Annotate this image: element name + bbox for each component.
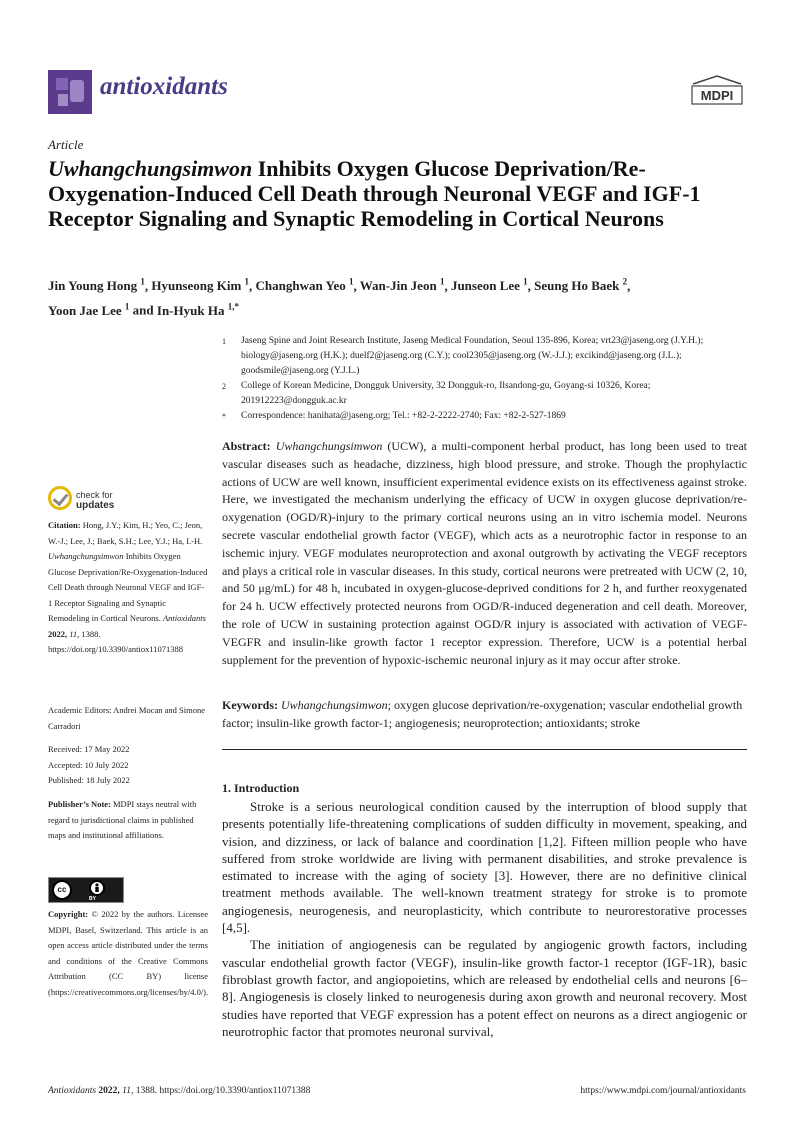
paragraph: Stroke is a serious neurological condition caused by the interruption of blood supply that presents potentially life-threatening complications of sudden difficulty in movement, speaking, and vision, and dizziness, or lack of balance and coordination [1,2]. Fifteen million people who have suffered from stroke worldwide are living with permanent disabilities, and stroke prevalence is estimated to increase with the aging of society [3]. However, there are no definitive clinical treatment methods available. The well-known treatment strategy for stroke is to promote angiogenesis, neurogenesis, and neuroplasticity, which contribute to neurorestorative processes [4,5]. [222,799,747,936]
abstract [222,438,747,669]
by-label: BY [89,896,96,902]
paragraph: The initiation of angiogenesis can be regulated by angiogenic growth factors, including vascular endothelial growth factor (VEGF), insulin-like growth factor-1 receptor (IGF-1R), basic fibroblast growth factor, and angiopoietins, which are released by endothelial cells and neurons [6–8]. Angiogenesis is closely linked to neurogenesis during axon growth and neuronal recovery. Most studies have reported that VEGF expression has a potent effect on neurons as a direct angiogenic or neurotrophic factor that promotes neuronal survival, [222,937,747,1039]
author[interactable]: Jin Young Hong $^1$ [48,277,145,294]
affiliation-text: Jaseng Spine and Joint Research Institute, Jaseng Medical Foundation, Seoul 135-896, Korea; vrt23@jaseng.org (J.Y.H.); biology@jaseng.org (H.K.); duelf2@jaseng.org (C.Y.); cool2305@jaseng.org (W.-J.J.); excikind@jaseng.org (J.L.); goodsmile@jaseng.org (Y.J.L.) [241,336,704,376]
footer-doi[interactable]: 1388. https://doi.org/10.3390/antiox11071388 [135,1086,311,1096]
author[interactable]: Seung Ho Baek $^2$ [534,277,628,294]
abstract-italic: Uwhangchungsimwon [275,439,383,453]
affiliation-mark: 1 [222,337,226,346]
mdpi-logo[interactable] [689,74,745,108]
keywords-label: Keywords: [222,698,278,712]
attribution-person-icon [89,880,105,896]
citation-text: Hong, J.Y.; Kim, H.; Yeo, C.; Jeon, W.-J.; Lee, J.; Baek, S.H.; Lee, Y.J.; Ha, I.-H. [48,520,203,546]
author[interactable]: Junseon Lee $^1$ [450,277,528,294]
mdpi-logo-text: MDPI [700,88,734,103]
section-heading: 1. Introduction [222,781,300,795]
keywords-italic: Uwhangchungsimwon [281,698,388,712]
affiliation-mark: 2 [222,382,226,391]
abstract-text: (UCW), a multi-component herbal product, has long been used to treat vascular diseases such as headache, dizziness, high blood pressure, and stroke. Though the prophylactic actions of UCW are well known, insufficient experimental evidence exists on its effectiveness against stroke. Here, we investigated the mechanism underlying the efficacy of UCW in oxygen glucose deprivation/re-oxygenation (OGD/R)-injury to the primary cortical neurons using an in vitro ischemia model. Neurons secrete vascular endothelial growth factor (VEGF), which acts as a neurotrophic factor in response to an ischemic injury. VEGF modulates neuroprotection and axonal outgrowth by activating the VEGF receptors and plays a critical role in vascular diseases. In this study, cortical neurons were pretreated with UCW (2, 10, and 50 μg/mL) for 48 h, incubated in oxygen-glucose-deprived conditions for 2 h, and further reoxygenated for 24 h. UCW effectively protected neurons from OGD/R-induced degeneration and cell death. Moreover, the role of UCW in sustaining protection against OGD/R injury is associated with activation of VEGF-VEGFR and insulin-like growth factor 1 receptor expression. Therefore, UCW is a potential herbal supplement for the prevention of hypoxic-ischemic neuronal injury as it may occur after stroke. [222,439,748,667]
affiliations [222,334,750,424]
footer-volume: 11, [122,1086,134,1096]
title-italic: Uwhangchungsimwon [48,156,253,181]
article-type: Article [48,137,84,152]
correspondence [222,409,750,424]
citation-volume: 11, [69,628,80,639]
author[interactable]: Changhwan Yeo $^1$ [255,277,354,294]
published-date: Published: 18 July 2022 [48,775,130,785]
citation-text-2: Inhibits Oxygen Glucose Deprivation/Re-Oxygenation-Induced Cell Death through Neuronal VEGF and IGF-1 Receptor Signaling and Synaptic Remodeling in Cortical Neurons. [48,551,208,623]
journal-name[interactable]: antioxidants [100,73,228,100]
dates-block [48,742,208,789]
abstract-label: Abstract: [222,439,271,453]
check-for-updates-button[interactable] [48,486,148,514]
publishers-note [48,797,208,844]
citation-doi[interactable]: 1388. https://doi.org/10.3390/antiox11071388 [48,628,184,654]
copyright-text: © 2022 by the authors. Licensee MDPI, Basel, Switzerland. This article is an open access article distributed under the terms and conditions of the Creative Commons Attribution (CC BY) license (https://creativecommons.org/licenses/by/4.0/). [48,909,209,997]
section-divider [222,749,747,750]
author[interactable]: Hyunseong Kim $^1$ [151,277,250,294]
affiliation [222,379,750,409]
received-date: Received: 17 May 2022 [48,744,130,754]
citation-journal: Antioxidants [162,613,206,623]
author-list: Jin Young Hong $^1$, Hyunseong Kim $^1$, Changhwan Yeo $^1$, Wan-Jin Jeon $^1$, Junseon Lee $^1$, Seung Ho Baek $^2$, Yoon Jae Lee $^1$ and In-Hyuk Ha $^{1,*}$ [48,277,631,318]
publishers-note-text: MDPI stays neutral with regard to jurisdictional claims in published maps and institutional affiliations. [48,799,197,840]
keywords-text: ; oxygen glucose deprivation/re-oxygenation; vascular endothelial growth factor; insulin-like growth factor-1; angiogenesis; neuroprotection; antioxidants; stroke [222,698,743,730]
journal-logo-icon [48,70,92,114]
affiliation-mark: * [222,412,226,421]
check-updates-icon [48,486,72,510]
publishers-note-label: Publisher’s Note: [48,799,111,809]
citation-block [48,518,208,658]
affiliation-text: College of Korean Medicine, Dongguk University, 32 Dongguk-ro, Ilsandong-gu, Goyang-si 10326, Korea; 201912223@dongguk.ac.kr [241,381,651,406]
affiliation [222,334,750,379]
copyright-block [48,907,208,1000]
check-line-1: check for [76,490,113,500]
copyright-label: Copyright: [48,909,89,919]
accepted-date: Accepted: 10 July 2022 [48,759,129,770]
cc-icon: cc [52,880,72,900]
paper-title [48,156,748,231]
footer-citation [48,1086,310,1096]
footer-year: 2022, [98,1086,120,1096]
check-line-2: updates [76,500,115,511]
footer-journal-url[interactable]: https://www.mdpi.com/journal/antioxidants [580,1086,746,1096]
author[interactable]: Wan-Jin Jeon $^1$ [359,277,445,294]
cc-by-license-badge[interactable] [48,877,124,903]
footer-journal: Antioxidants [48,1086,97,1096]
citation-label: Citation: [48,520,81,530]
keywords [222,697,747,733]
citation-italic: Uwhangchungsimwon [48,551,124,561]
citation-year: 2022, [48,628,68,639]
title-rest: Inhibits Oxygen Glucose Deprivation/Re-Oxygenation-Induced Cell Death through Neuronal VEGF and IGF-1 Receptor Signaling and Synaptic Remodeling in Cortical Neurons [48,156,701,231]
intro-body [222,798,747,1040]
author[interactable]: In-Hyuk Ha $^{1,*}$ [156,301,239,318]
author[interactable]: Yoon Jae Lee $^1$ [48,301,130,318]
academic-editors: Academic Editors: Andrei Mocan and Simone Carradori [48,705,205,731]
correspondence-text: Correspondence: hanihata@jaseng.org; Tel.: +82-2-2222-2740; Fax: +82-2-527-1869 [241,411,566,421]
